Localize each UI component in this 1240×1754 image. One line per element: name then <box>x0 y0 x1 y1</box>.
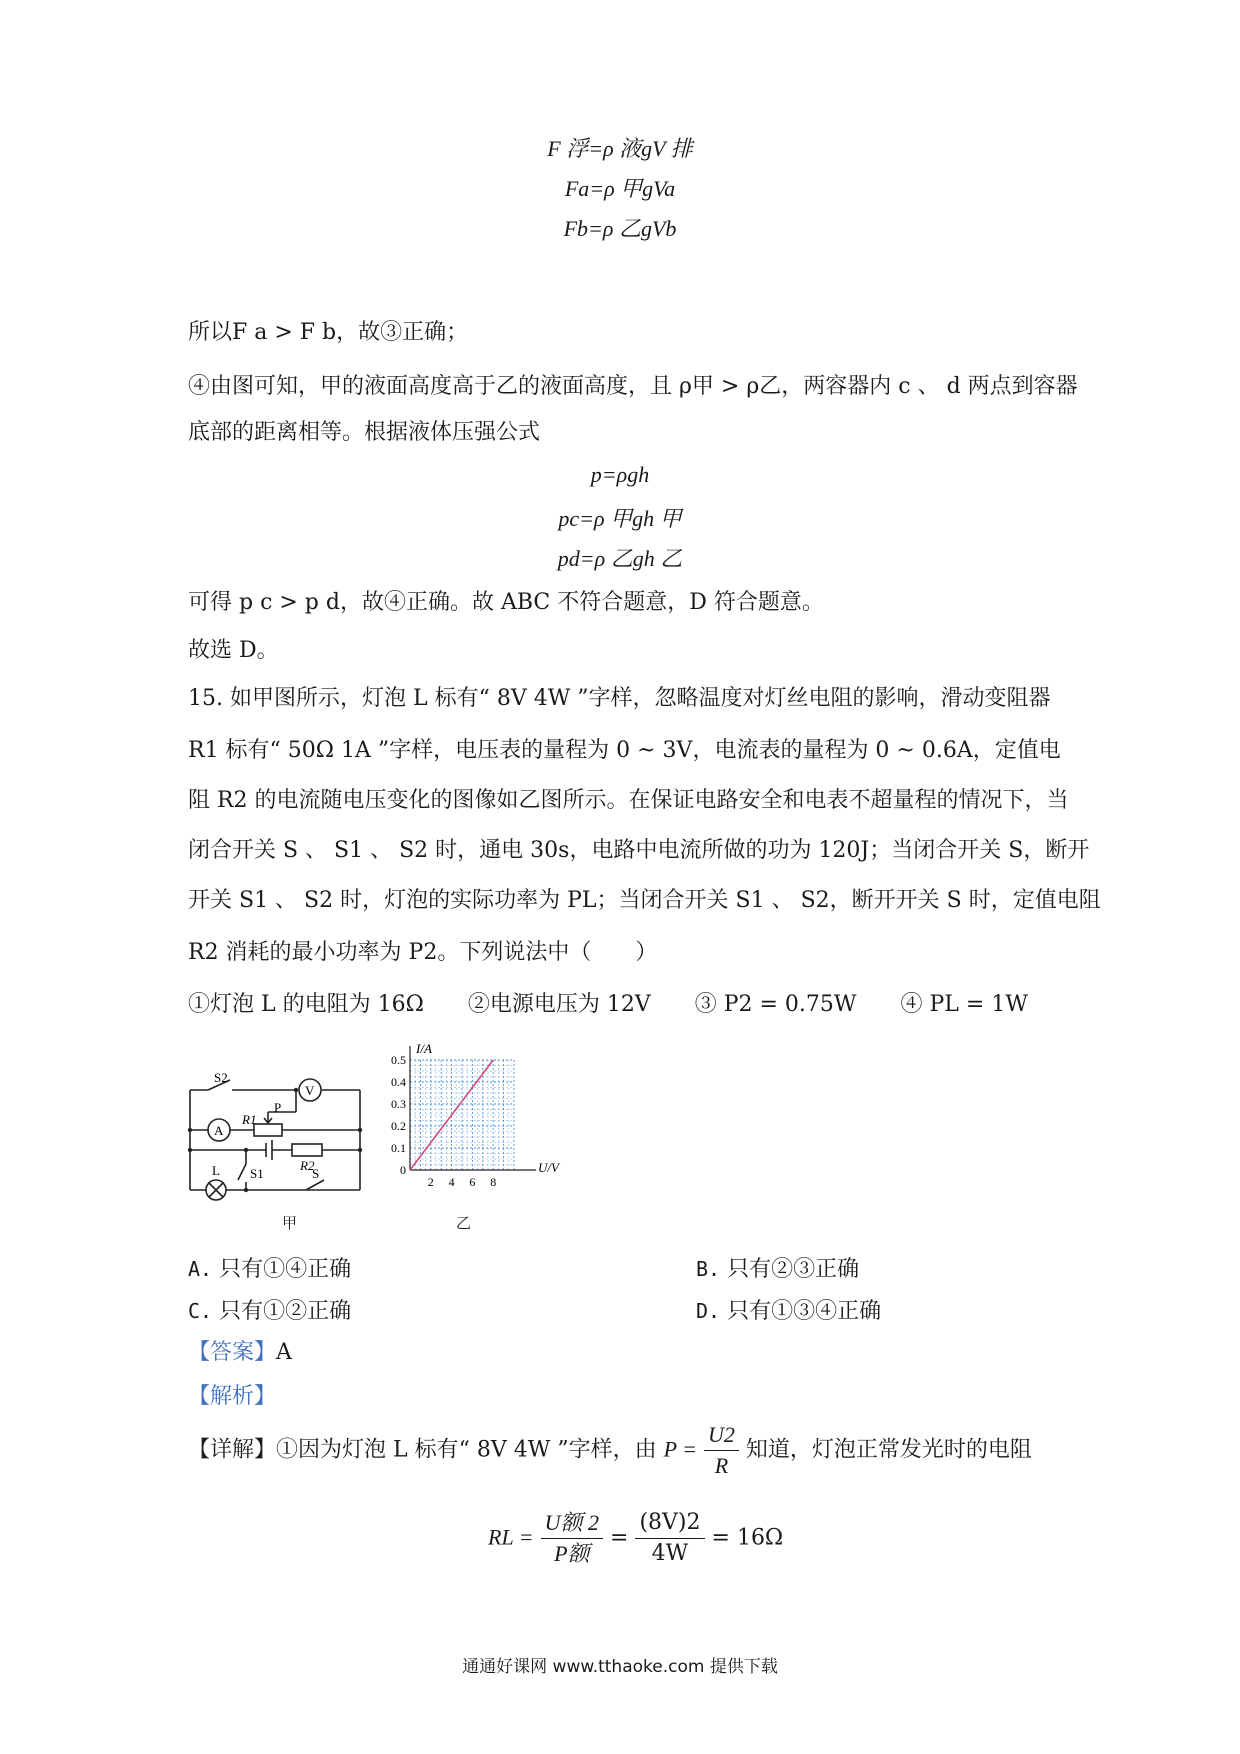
chart-ytick-label: 0.3 <box>391 1097 406 1111</box>
chart-caption: 乙 <box>456 1214 472 1232</box>
chart-xtick-label: 6 <box>469 1175 476 1189</box>
text-4-line1: ④由图可知，甲的液面高度高于乙的液面高度，且 ρ甲 > ρ乙，两容器内 c 、 d 两点到容器 <box>188 374 1078 399</box>
label-a: A <box>214 1123 224 1138</box>
iv-chart <box>380 1040 570 1220</box>
analysis-tag: 【解析】 <box>188 1384 277 1409</box>
chart-xlabel: U/V <box>538 1160 559 1175</box>
label-s1: S1 <box>250 1166 264 1181</box>
chart-ytick-label: 0.1 <box>391 1141 406 1155</box>
q15-line1: 15. 如甲图所示，灯泡 L 标有“ 8V 4W ”字样，忽略温度对灯丝电阻的影响，滑动变阻器 <box>188 686 1051 711</box>
chart-ytick-label: 0 <box>400 1163 406 1177</box>
rl-formula: RL = $\frac{\text{U额 2}}{\text{P额}}$ = $\frac{(8V)2}{4W}$ = 16Ω <box>488 1510 784 1566</box>
label-r2: R2 <box>300 1158 315 1173</box>
answer-value: A <box>276 1340 292 1365</box>
text-fa-fb: 所以F a > F b，故③正确； <box>188 320 469 345</box>
label-v: V <box>305 1083 315 1098</box>
chart-xtick-label: 2 <box>427 1175 434 1189</box>
chart-ylabel: I/A <box>416 1041 432 1056</box>
chart-xtick-label: 4 <box>448 1175 455 1189</box>
label-s2: S2 <box>214 1070 228 1085</box>
formula-pd: pd=ρ 乙gh 乙 <box>557 546 683 571</box>
label-l: L <box>212 1163 220 1178</box>
label-s: S <box>312 1166 320 1181</box>
formula-fa: Fa=ρ 甲gVa <box>564 176 676 201</box>
chart-ytick-label: 0.4 <box>391 1075 406 1089</box>
footer-text: 通通好课网 www.tthaoke.com 提供下载 <box>462 1657 778 1677</box>
chart-xtick-label: 8 <box>490 1175 497 1189</box>
chart-ytick-label: 0.5 <box>391 1053 406 1067</box>
text-pc-pd: 可得 p c > p d，故④正确。故 ABC 不符合题意，D 符合题意。 <box>188 590 824 615</box>
q15-line5: 开关 S1 、 S2 时，灯泡的实际功率为 PL；当闭合开关 S1 、 S2，断开开关 S 时，定值电阻 <box>188 888 1101 913</box>
circuit-caption: 甲 <box>282 1214 298 1232</box>
answer-line <box>188 1338 292 1368</box>
label-p: P <box>274 1100 282 1115</box>
chart-ytick-label: 0.2 <box>391 1119 406 1133</box>
option-b[interactable]: B. 只有②③正确 <box>696 1257 860 1282</box>
option-a[interactable]: A. 只有①④正确 <box>188 1257 352 1282</box>
formula-p: p=ρgh <box>590 462 650 487</box>
text-choose: 故选 D。 <box>188 638 279 663</box>
q15-statements: ①灯泡 L 的电阻为 16Ω ②电源电压为 12V ③ P2 = 0.75W ④ PL = 1W <box>188 992 1028 1017</box>
detail-line: 【详解】①因为灯泡 L 标有“ 8V 4W ”字样，由 P = $\frac{U2}{R}$ 知道，灯泡正常发光时的电阻 <box>188 1420 1032 1481</box>
answer-tag: 【答案】 <box>188 1340 277 1365</box>
q15-line3: 阻 R2 的电流随电压变化的图像如乙图所示。在保证电路安全和电表不超量程的情况下，当 <box>188 788 1069 813</box>
q15-line6: R2 消耗的最小功率为 P2。下列说法中（ ） <box>188 940 658 965</box>
formula-buoyancy: F 浮=ρ 液gV 排 <box>547 136 693 161</box>
formula-pc: pc=ρ 甲gh 甲 <box>558 506 682 531</box>
text-4-line2: 底部的距离相等。根据液体压强公式 <box>188 420 541 445</box>
fraction-u2-r: $\frac{U2}{R}$ <box>704 1420 739 1481</box>
circuit-diagram <box>186 1060 376 1230</box>
q15-line2: R1 标有“ 50Ω 1A ”字样，电压表的量程为 0 ~ 3V，电流表的量程为 0 ~ 0.6A，定值电 <box>188 738 1061 763</box>
option-c[interactable]: C. 只有①②正确 <box>188 1299 352 1324</box>
formula-fb: Fb=ρ 乙gVb <box>563 216 677 241</box>
q15-line4: 闭合开关 S 、 S1 、 S2 时，通电 30s，电路中电流所做的功为 120J；当闭合开关 S，断开 <box>188 838 1090 863</box>
label-r1: R1 <box>242 1112 257 1127</box>
option-d[interactable]: D. 只有①③④正确 <box>696 1299 882 1324</box>
detail-tag: 【详解】 <box>188 1437 277 1463</box>
